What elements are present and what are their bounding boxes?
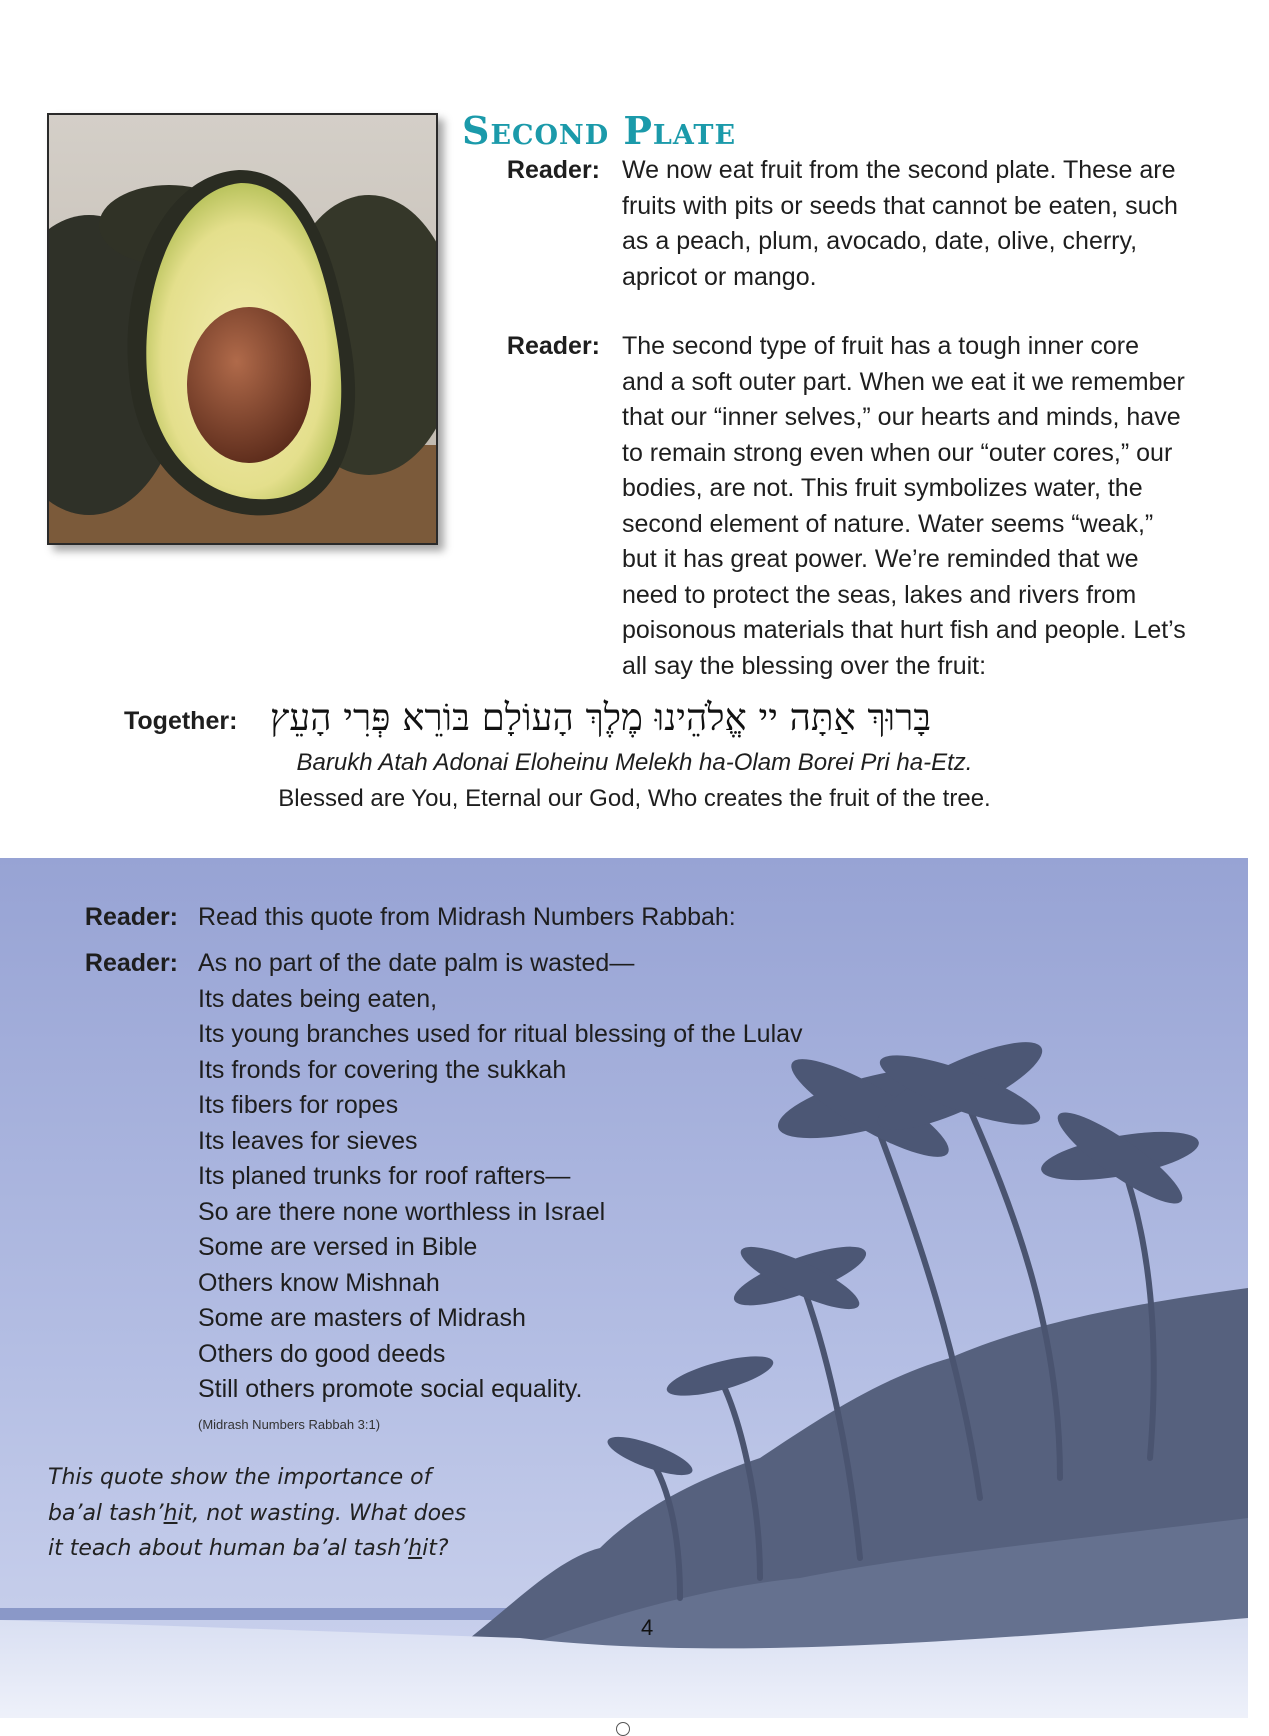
poem-citation: (Midrash Numbers Rabbah 3:1) — [198, 1417, 381, 1432]
blessing-transliteration: Barukh Atah Adonai Eloheinu Melekh ha-Olam Borei Pri ha-Etz. — [296, 749, 973, 776]
avocado-photo — [47, 113, 438, 545]
poem-line: So are there none worthless in Israel — [198, 1197, 606, 1226]
avocado-illustration — [49, 115, 436, 543]
speaker-label: Reader: — [84, 949, 178, 977]
term-baal-tashhit: ba’al tash’hit — [48, 1500, 193, 1526]
reader-text: Read this quote from Midrash Numbers Rabbah: — [198, 903, 736, 931]
poem-line: Its leaves for sieves — [198, 1126, 418, 1155]
poem-line: Its fronds for covering the sukkah — [198, 1055, 567, 1084]
registration-mark-icon — [616, 1722, 630, 1736]
poem-line: Its young branches used for ritual blessing of the Lulav — [198, 1020, 803, 1048]
reader-text: The second type of fruit has a tough inner core and a soft outer part. When we eat it we remember that our “inner selves,” our hearts and minds, have to remain strong even when our “outer cores,” our bodies, are not. This fruit symbolizes water, the second element of nature. Water seems “weak,” but it has great power. We’re reminded that we need to protect the seas, lakes and rivers from poisonous materials that hurt fish and people. Let’s all say the blessing over the fruit: — [622, 332, 1186, 680]
poem-line: Still others promote social equality. — [198, 1375, 583, 1403]
poem-line: Others do good deeds — [198, 1339, 446, 1368]
discussion-question — [48, 1460, 468, 1567]
question-text: This quote show the importance of — [48, 1465, 432, 1490]
together-label: Together: — [124, 707, 238, 735]
poem-lines — [198, 946, 898, 1408]
speaker-label: Reader: — [506, 332, 600, 360]
poem-line: Others know Mishnah — [198, 1268, 440, 1297]
poem-line: As no part of the date palm is wasted— — [198, 949, 635, 977]
hebrew-blessing: בָּרוּךְ אַתָּה יי אֱלֹהֵינוּ מֶלֶךְ הָעוֹלָם בּוֹרֵא פְּרִי הָעֵץ — [270, 696, 932, 739]
poem-line: Some are masters of Midrash — [198, 1304, 526, 1332]
question-text: ? — [436, 1536, 449, 1561]
reader-text: We now eat fruit from the second plate. These are fruits with pits or seeds that cannot be eaten, such as a peach, plum, avocado, date, olive, cherry, apricot or mango. — [622, 156, 1178, 291]
term-baal-tashhit: ba’al tash’hit — [292, 1536, 437, 1561]
poem-line: Its planed trunks for roof rafters— — [198, 1162, 571, 1190]
poem-line: Its dates being eaten, — [198, 984, 438, 1013]
poem-line: Its fibers for ropes — [198, 1091, 399, 1119]
page-number: 4 — [641, 1615, 654, 1640]
poem-line: Some are versed in Bible — [198, 1233, 478, 1261]
section-title: Second Plate — [462, 108, 737, 153]
speaker-label: Reader: — [506, 156, 600, 184]
question-text: , not wasting. What does it teach about human — [48, 1500, 467, 1561]
speaker-label: Reader: — [84, 903, 178, 931]
blessing-translation: Blessed are You, Eternal our God, Who creates the fruit of the tree. — [278, 785, 991, 812]
